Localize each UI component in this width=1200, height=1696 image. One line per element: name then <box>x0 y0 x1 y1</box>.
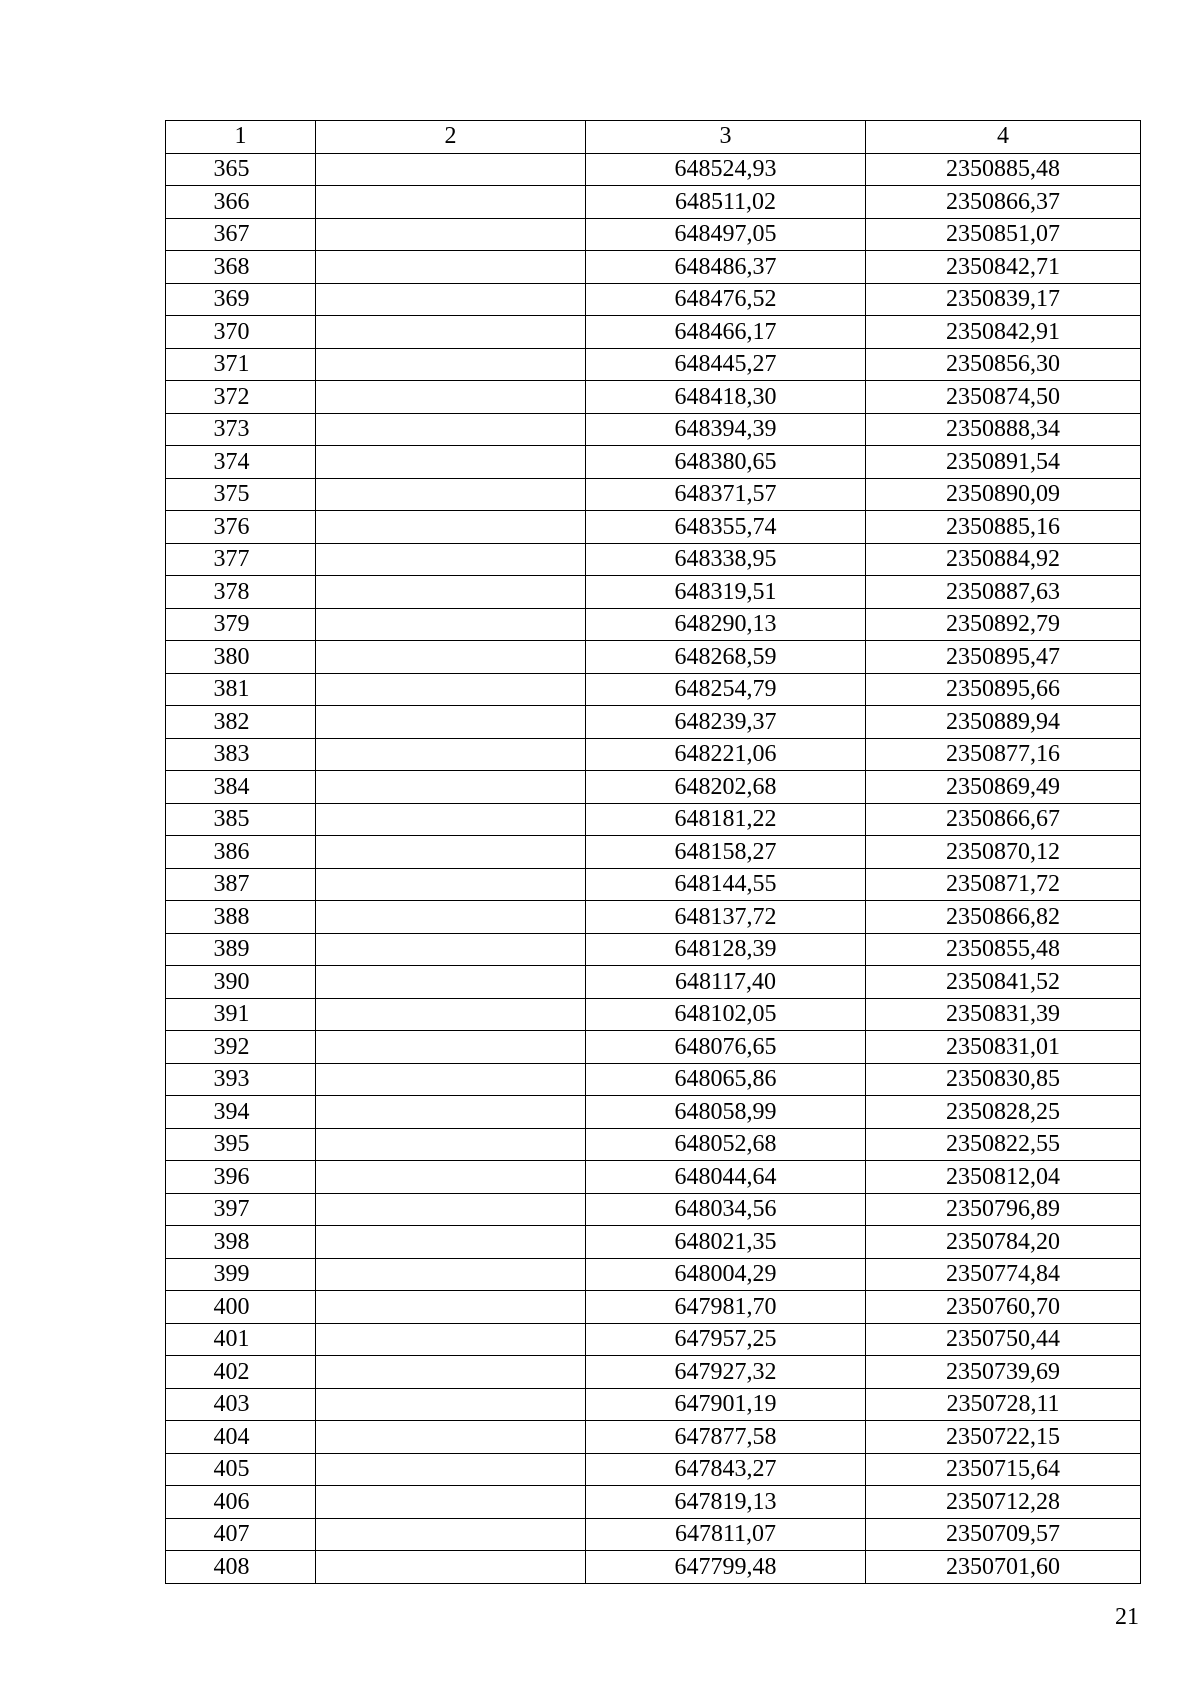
y-coordinate-cell: 2350895,66 <box>866 673 1141 706</box>
point-number-cell: 400 <box>166 1291 316 1324</box>
table-row <box>166 1518 1141 1551</box>
y-coordinate-cell: 2350891,54 <box>866 446 1141 479</box>
table-row <box>166 576 1141 609</box>
note-cell <box>316 218 586 251</box>
table-row <box>166 511 1141 544</box>
y-coordinate-cell: 2350885,16 <box>866 511 1141 544</box>
note-cell <box>316 1031 586 1064</box>
table-row <box>166 543 1141 576</box>
table-row <box>166 901 1141 934</box>
x-coordinate-cell: 648076,65 <box>586 1031 866 1064</box>
point-number-cell: 408 <box>166 1551 316 1584</box>
note-cell <box>316 1356 586 1389</box>
point-number-cell: 380 <box>166 641 316 674</box>
x-coordinate-cell: 648394,39 <box>586 413 866 446</box>
x-coordinate-cell: 648202,68 <box>586 771 866 804</box>
y-coordinate-cell: 2350892,79 <box>866 608 1141 641</box>
y-coordinate-cell: 2350831,01 <box>866 1031 1141 1064</box>
point-number-cell: 378 <box>166 576 316 609</box>
note-cell <box>316 901 586 934</box>
note-cell <box>316 576 586 609</box>
table-row <box>166 738 1141 771</box>
x-coordinate-cell: 648102,05 <box>586 998 866 1031</box>
y-coordinate-cell: 2350874,50 <box>866 381 1141 414</box>
y-coordinate-cell: 2350822,55 <box>866 1128 1141 1161</box>
table-row <box>166 381 1141 414</box>
table-row <box>166 316 1141 349</box>
x-coordinate-cell: 647819,13 <box>586 1486 866 1519</box>
x-coordinate-cell: 648254,79 <box>586 673 866 706</box>
y-coordinate-cell: 2350851,07 <box>866 218 1141 251</box>
table-row <box>166 186 1141 219</box>
point-number-cell: 392 <box>166 1031 316 1064</box>
table-row <box>166 251 1141 284</box>
x-coordinate-cell: 647957,25 <box>586 1323 866 1356</box>
note-cell <box>316 1063 586 1096</box>
note-cell <box>316 446 586 479</box>
note-cell <box>316 673 586 706</box>
point-number-cell: 391 <box>166 998 316 1031</box>
x-coordinate-cell: 648021,35 <box>586 1226 866 1259</box>
y-coordinate-cell: 2350839,17 <box>866 283 1141 316</box>
table-row <box>166 1388 1141 1421</box>
note-cell <box>316 381 586 414</box>
note-cell <box>316 186 586 219</box>
table-row <box>166 1226 1141 1259</box>
y-coordinate-cell: 2350712,28 <box>866 1486 1141 1519</box>
point-number-cell: 373 <box>166 413 316 446</box>
note-cell <box>316 706 586 739</box>
point-number-cell: 367 <box>166 218 316 251</box>
x-coordinate-cell: 648380,65 <box>586 446 866 479</box>
x-coordinate-cell: 648144,55 <box>586 868 866 901</box>
y-coordinate-cell: 2350760,70 <box>866 1291 1141 1324</box>
column-header-3: 3 <box>586 121 866 154</box>
x-coordinate-cell: 648239,37 <box>586 706 866 739</box>
point-number-cell: 376 <box>166 511 316 544</box>
note-cell <box>316 251 586 284</box>
y-coordinate-cell: 2350728,11 <box>866 1388 1141 1421</box>
note-cell <box>316 608 586 641</box>
x-coordinate-cell: 648268,59 <box>586 641 866 674</box>
note-cell <box>316 1096 586 1129</box>
table-row <box>166 1096 1141 1129</box>
y-coordinate-cell: 2350884,92 <box>866 543 1141 576</box>
y-coordinate-cell: 2350870,12 <box>866 836 1141 869</box>
table-row <box>166 1193 1141 1226</box>
point-number-cell: 406 <box>166 1486 316 1519</box>
column-header-4: 4 <box>866 121 1141 154</box>
point-number-cell: 366 <box>166 186 316 219</box>
point-number-cell: 388 <box>166 901 316 934</box>
point-number-cell: 389 <box>166 933 316 966</box>
x-coordinate-cell: 647927,32 <box>586 1356 866 1389</box>
note-cell <box>316 283 586 316</box>
table-row <box>166 1258 1141 1291</box>
point-number-cell: 385 <box>166 803 316 836</box>
x-coordinate-cell: 648058,99 <box>586 1096 866 1129</box>
table-row <box>166 1486 1141 1519</box>
x-coordinate-cell: 648497,05 <box>586 218 866 251</box>
table-row <box>166 1161 1141 1194</box>
point-number-cell: 374 <box>166 446 316 479</box>
x-coordinate-cell: 648117,40 <box>586 966 866 999</box>
y-coordinate-cell: 2350890,09 <box>866 478 1141 511</box>
y-coordinate-cell: 2350888,34 <box>866 413 1141 446</box>
point-number-cell: 403 <box>166 1388 316 1421</box>
table-row <box>166 771 1141 804</box>
table-row <box>166 283 1141 316</box>
point-number-cell: 375 <box>166 478 316 511</box>
table-row <box>166 608 1141 641</box>
table-row <box>166 413 1141 446</box>
x-coordinate-cell: 648466,17 <box>586 316 866 349</box>
note-cell <box>316 998 586 1031</box>
point-number-cell: 371 <box>166 348 316 381</box>
point-number-cell: 384 <box>166 771 316 804</box>
y-coordinate-cell: 2350796,89 <box>866 1193 1141 1226</box>
point-number-cell: 394 <box>166 1096 316 1129</box>
table-row <box>166 1551 1141 1584</box>
table-row <box>166 673 1141 706</box>
point-number-cell: 372 <box>166 381 316 414</box>
note-cell <box>316 348 586 381</box>
y-coordinate-cell: 2350750,44 <box>866 1323 1141 1356</box>
note-cell <box>316 1323 586 1356</box>
note-cell <box>316 803 586 836</box>
note-cell <box>316 1453 586 1486</box>
note-cell <box>316 738 586 771</box>
table-row <box>166 348 1141 381</box>
table-header <box>166 121 1141 154</box>
note-cell <box>316 413 586 446</box>
point-number-cell: 370 <box>166 316 316 349</box>
table-row <box>166 153 1141 186</box>
y-coordinate-cell: 2350739,69 <box>866 1356 1141 1389</box>
point-number-cell: 402 <box>166 1356 316 1389</box>
column-header-2: 2 <box>316 121 586 154</box>
y-coordinate-cell: 2350889,94 <box>866 706 1141 739</box>
point-number-cell: 393 <box>166 1063 316 1096</box>
note-cell <box>316 1291 586 1324</box>
coordinates-table <box>165 120 1141 1584</box>
point-number-cell: 407 <box>166 1518 316 1551</box>
table-row <box>166 478 1141 511</box>
point-number-cell: 398 <box>166 1226 316 1259</box>
x-coordinate-cell: 647811,07 <box>586 1518 866 1551</box>
x-coordinate-cell: 648290,13 <box>586 608 866 641</box>
x-coordinate-cell: 648524,93 <box>586 153 866 186</box>
table-row <box>166 218 1141 251</box>
x-coordinate-cell: 648355,74 <box>586 511 866 544</box>
table-row <box>166 1291 1141 1324</box>
y-coordinate-cell: 2350830,85 <box>866 1063 1141 1096</box>
note-cell <box>316 511 586 544</box>
table-row <box>166 1453 1141 1486</box>
x-coordinate-cell: 647799,48 <box>586 1551 866 1584</box>
x-coordinate-cell: 648034,56 <box>586 1193 866 1226</box>
y-coordinate-cell: 2350831,39 <box>866 998 1141 1031</box>
table-row <box>166 446 1141 479</box>
y-coordinate-cell: 2350866,82 <box>866 901 1141 934</box>
point-number-cell: 379 <box>166 608 316 641</box>
x-coordinate-cell: 648137,72 <box>586 901 866 934</box>
x-coordinate-cell: 648221,06 <box>586 738 866 771</box>
x-coordinate-cell: 648476,52 <box>586 283 866 316</box>
table-row <box>166 641 1141 674</box>
x-coordinate-cell: 648511,02 <box>586 186 866 219</box>
point-number-cell: 387 <box>166 868 316 901</box>
y-coordinate-cell: 2350887,63 <box>866 576 1141 609</box>
note-cell <box>316 1193 586 1226</box>
table-row <box>166 803 1141 836</box>
point-number-cell: 377 <box>166 543 316 576</box>
point-number-cell: 395 <box>166 1128 316 1161</box>
table-row <box>166 1063 1141 1096</box>
point-number-cell: 401 <box>166 1323 316 1356</box>
table-row <box>166 836 1141 869</box>
note-cell <box>316 1486 586 1519</box>
y-coordinate-cell: 2350828,25 <box>866 1096 1141 1129</box>
x-coordinate-cell: 647981,70 <box>586 1291 866 1324</box>
point-number-cell: 396 <box>166 1161 316 1194</box>
point-number-cell: 381 <box>166 673 316 706</box>
y-coordinate-cell: 2350784,20 <box>866 1226 1141 1259</box>
y-coordinate-cell: 2350871,72 <box>866 868 1141 901</box>
note-cell <box>316 316 586 349</box>
point-number-cell: 383 <box>166 738 316 771</box>
x-coordinate-cell: 647877,58 <box>586 1421 866 1454</box>
x-coordinate-cell: 648065,86 <box>586 1063 866 1096</box>
table-row <box>166 868 1141 901</box>
table-row <box>166 1128 1141 1161</box>
header-row <box>166 121 1141 154</box>
x-coordinate-cell: 648486,37 <box>586 251 866 284</box>
page-number: 21 <box>1115 1604 1139 1630</box>
note-cell <box>316 1388 586 1421</box>
y-coordinate-cell: 2350869,49 <box>866 771 1141 804</box>
y-coordinate-cell: 2350842,91 <box>866 316 1141 349</box>
note-cell <box>316 868 586 901</box>
point-number-cell: 399 <box>166 1258 316 1291</box>
x-coordinate-cell: 648418,30 <box>586 381 866 414</box>
table-row <box>166 933 1141 966</box>
note-cell <box>316 836 586 869</box>
point-number-cell: 405 <box>166 1453 316 1486</box>
x-coordinate-cell: 648445,27 <box>586 348 866 381</box>
note-cell <box>316 771 586 804</box>
y-coordinate-cell: 2350701,60 <box>866 1551 1141 1584</box>
note-cell <box>316 1518 586 1551</box>
x-coordinate-cell: 648319,51 <box>586 576 866 609</box>
note-cell <box>316 153 586 186</box>
point-number-cell: 368 <box>166 251 316 284</box>
y-coordinate-cell: 2350812,04 <box>866 1161 1141 1194</box>
table-row <box>166 1323 1141 1356</box>
y-coordinate-cell: 2350709,57 <box>866 1518 1141 1551</box>
y-coordinate-cell: 2350877,16 <box>866 738 1141 771</box>
point-number-cell: 369 <box>166 283 316 316</box>
y-coordinate-cell: 2350866,37 <box>866 186 1141 219</box>
y-coordinate-cell: 2350722,15 <box>866 1421 1141 1454</box>
note-cell <box>316 1421 586 1454</box>
note-cell <box>316 966 586 999</box>
column-header-1: 1 <box>166 121 316 154</box>
point-number-cell: 397 <box>166 1193 316 1226</box>
x-coordinate-cell: 647901,19 <box>586 1388 866 1421</box>
note-cell <box>316 1161 586 1194</box>
x-coordinate-cell: 648338,95 <box>586 543 866 576</box>
note-cell <box>316 1258 586 1291</box>
y-coordinate-cell: 2350855,48 <box>866 933 1141 966</box>
point-number-cell: 390 <box>166 966 316 999</box>
table-row <box>166 998 1141 1031</box>
x-coordinate-cell: 648004,29 <box>586 1258 866 1291</box>
x-coordinate-cell: 647843,27 <box>586 1453 866 1486</box>
x-coordinate-cell: 648181,22 <box>586 803 866 836</box>
y-coordinate-cell: 2350895,47 <box>866 641 1141 674</box>
y-coordinate-cell: 2350715,64 <box>866 1453 1141 1486</box>
y-coordinate-cell: 2350841,52 <box>866 966 1141 999</box>
table-body <box>166 153 1141 1583</box>
note-cell <box>316 1128 586 1161</box>
point-number-cell: 365 <box>166 153 316 186</box>
x-coordinate-cell: 648128,39 <box>586 933 866 966</box>
y-coordinate-cell: 2350885,48 <box>866 153 1141 186</box>
point-number-cell: 382 <box>166 706 316 739</box>
note-cell <box>316 641 586 674</box>
note-cell <box>316 478 586 511</box>
y-coordinate-cell: 2350866,67 <box>866 803 1141 836</box>
point-number-cell: 386 <box>166 836 316 869</box>
table-row <box>166 706 1141 739</box>
note-cell <box>316 543 586 576</box>
y-coordinate-cell: 2350842,71 <box>866 251 1141 284</box>
x-coordinate-cell: 648044,64 <box>586 1161 866 1194</box>
x-coordinate-cell: 648371,57 <box>586 478 866 511</box>
note-cell <box>316 933 586 966</box>
x-coordinate-cell: 648158,27 <box>586 836 866 869</box>
table-row <box>166 966 1141 999</box>
table-row <box>166 1356 1141 1389</box>
note-cell <box>316 1551 586 1584</box>
y-coordinate-cell: 2350856,30 <box>866 348 1141 381</box>
x-coordinate-cell: 648052,68 <box>586 1128 866 1161</box>
table-row <box>166 1421 1141 1454</box>
table-row <box>166 1031 1141 1064</box>
point-number-cell: 404 <box>166 1421 316 1454</box>
y-coordinate-cell: 2350774,84 <box>866 1258 1141 1291</box>
note-cell <box>316 1226 586 1259</box>
